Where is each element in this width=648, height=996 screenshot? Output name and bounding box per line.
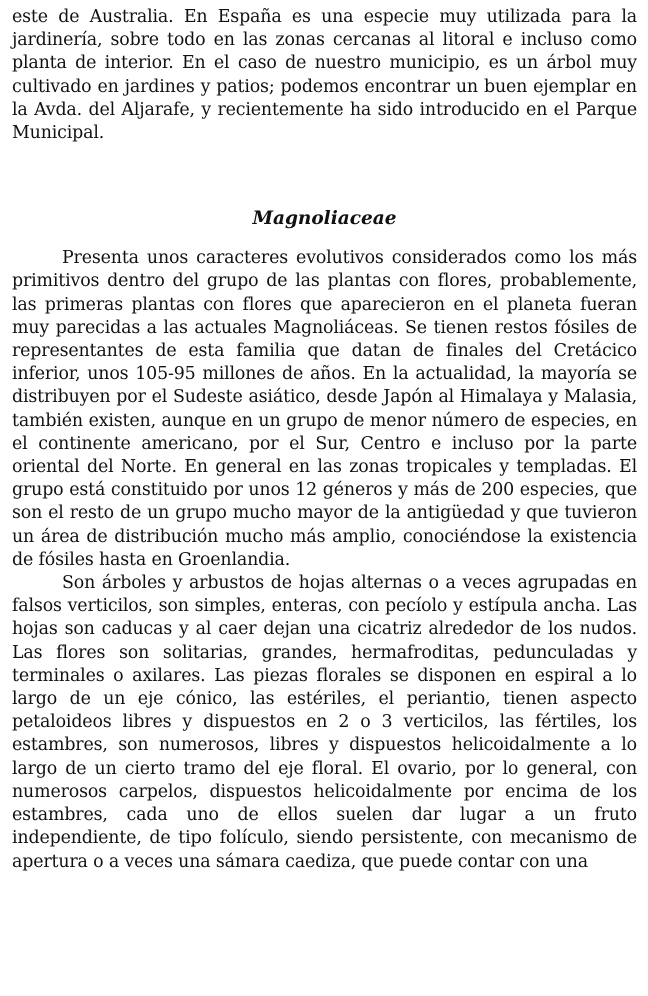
intro-paragraph: este de Australia. En España es una especie muy utilizada para la jardinería, sobre todo en las zonas cercanas al litoral e incluso como planta de interior. En el caso de nuestro municipio, es un árbol muy cultivado en jardines y patios; podemos encontrar un buen ejemplar en la Avda. del Aljarafe, y recientemente ha sido introducido en el Parque Municipal.: [12, 7, 637, 144]
body-paragraph-2: Son árboles y arbustos de hojas alternas o a veces agrupadas en falsos verticilos, son simples, enteras, con pecíolo y estípula ancha. Las hojas son caducas y al caer dejan una cicatriz alrededor de los nudos. Las flores son solitarias, grandes, hermafroditas, pedunculadas y terminales o axilares. Las piezas florales se disponen en espiral a lo largo de un eje cónico, las estériles, el periantio, tienen aspecto petaloideos libres y dispuestos en 2 o 3 verticilos, las fértiles, los estambres, son numerosos, libres y dispuestos helicoidalmente a lo largo de un cierto tramo del eje floral. El ovario, por lo general, con numerosos carpelos, dispuestos helicoidalmente por encima de los estambres, cada uno de ellos suelen dar lugar a un fruto independiente, de tipo folículo, siendo persistente, con mecanismo de apertura o a veces una sámara caediza, que puede contar con una: [12, 573, 637, 872]
document-page: [12, 6, 637, 874]
section-title: Magnoliaceae: [252, 208, 397, 230]
body-paragraph-1: Presenta unos caracteres evolutivos considerados como los más primitivos dentro del grupo de las plantas con flores, probablemente, las primeras plantas con flores que aparecieron en el planeta fueran muy parecidas a las actuales Magnoliáceas. Se tienen restos fósiles de representantes de esta familia que datan de finales del Cretácico inferior, unos 105-95 millones de años. En la actualidad, la mayoría se distribuyen por el Sudeste asiático, desde Japón al Himalaya y Malasia, también existen, aunque en un grupo de menor número de especies, en el continente americano, por el Sur, Centro e incluso por la parte oriental del Norte. En general en las zonas tropicales y templadas. El grupo está constituido por unos 12 géneros y más de 200 especies, que son el resto de un grupo mucho mayor de la antigüedad y que tuvieron un área de distribución mucho más amplio, conociéndose la existencia de fósiles hasta en Groenlandia.: [12, 248, 637, 570]
